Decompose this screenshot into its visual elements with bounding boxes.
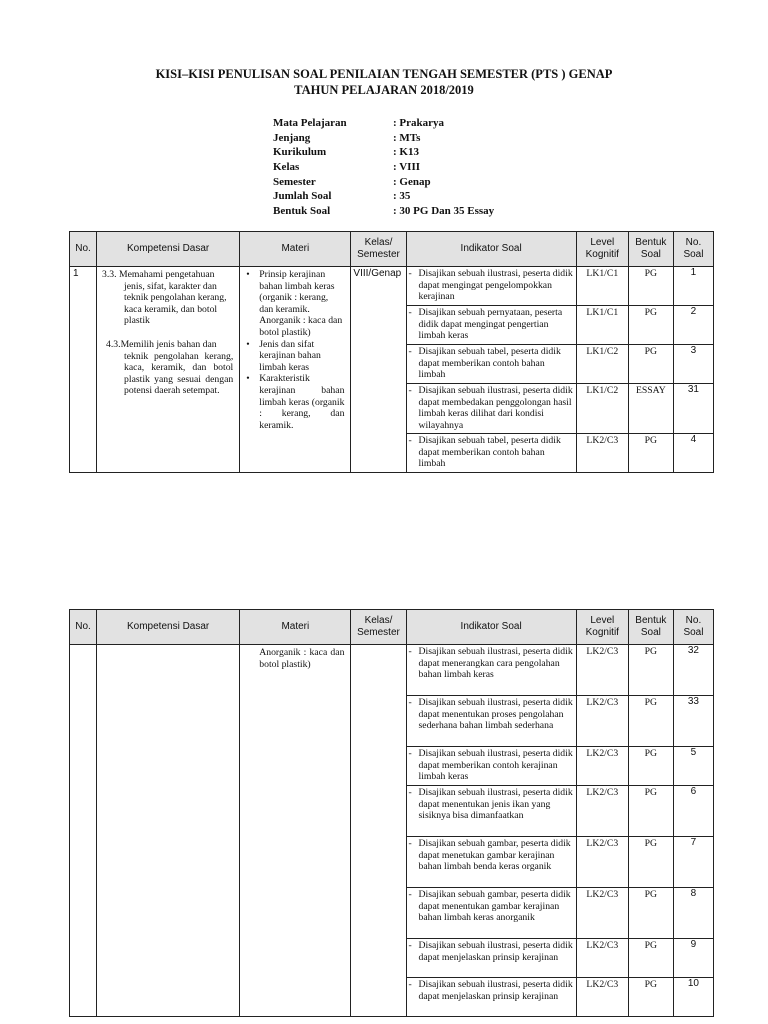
materi-cell bbox=[240, 645, 351, 1017]
indikator-cell bbox=[406, 837, 576, 888]
col-header-line: Bentuk bbox=[635, 237, 667, 248]
info-row-semester bbox=[273, 175, 573, 190]
info-row-curriculum bbox=[273, 145, 573, 160]
info-value: : MTs bbox=[393, 131, 421, 144]
no-soal-cell: 8 bbox=[673, 888, 713, 939]
no-soal-cell: 31 bbox=[673, 384, 713, 434]
document-subtitle: TAHUN PELAJARAN 2018/2019 bbox=[294, 83, 474, 97]
materi-item bbox=[246, 373, 344, 431]
col-header-kompetensi-dasar: Kompetensi Dasar bbox=[97, 610, 240, 645]
materi-text: Jenis dan sifat kerajinan bahan limbah keras bbox=[259, 338, 321, 373]
indikator-cell bbox=[406, 384, 576, 434]
materi-item bbox=[246, 339, 344, 374]
indikator-cell bbox=[406, 978, 576, 1017]
level-cell: LK2/C3 bbox=[576, 786, 628, 837]
col-header-indikator: Indikator Soal bbox=[406, 610, 576, 645]
level-cell: LK1/C2 bbox=[576, 345, 628, 384]
info-label: Kelas bbox=[273, 161, 300, 174]
bentuk-cell: PG bbox=[628, 645, 673, 696]
indikator-text: Disajikan sebuah ilustrasi, peserta didik dapat menentukan jenis ikan yang sisiknya bisa dimanfaatkan bbox=[418, 787, 573, 822]
level-cell: LK2/C3 bbox=[576, 747, 628, 786]
no-soal-cell: 9 bbox=[673, 939, 713, 978]
indikator-text: Disajikan sebuah tabel, peserta didik dapat memberikan contoh bahan limbah bbox=[418, 346, 561, 381]
col-header-line: Level bbox=[590, 615, 615, 626]
col-header-kompetensi-dasar: Kompetensi Dasar bbox=[97, 232, 240, 267]
col-header-materi: Materi bbox=[240, 232, 351, 267]
bentuk-cell: PG bbox=[628, 747, 673, 786]
indikator-text: Disajikan sebuah ilustrasi, peserta didik dapat menjelaskan prinsip kerajinan bbox=[418, 940, 573, 963]
col-header-line: Soal bbox=[640, 249, 661, 260]
indikator-cell bbox=[406, 696, 576, 747]
level-cell: LK2/C3 bbox=[576, 888, 628, 939]
indikator-cell bbox=[406, 267, 576, 306]
col-header-no-soal bbox=[673, 610, 713, 645]
info-value: : Genap bbox=[393, 175, 431, 188]
materi-text: Prinsip kerajinan bahan limbah keras (organik : kerang, dan keramik. bbox=[259, 269, 335, 315]
bentuk-cell: PG bbox=[628, 434, 673, 473]
indikator-text: Disajikan sebuah pernyataan, peserta didik dapat mengingat pengertian limbah keras bbox=[418, 307, 563, 342]
no-soal-cell: 4 bbox=[673, 434, 713, 473]
info-label: Semester bbox=[273, 175, 316, 188]
col-header-line: No. bbox=[685, 237, 702, 248]
kelas-semester-empty bbox=[351, 645, 406, 1017]
document-title: KISI–KISI PENULISAN SOAL PENILAIAN TENGAH SEMESTER (PTS ) GENAP bbox=[155, 67, 613, 81]
bentuk-cell: PG bbox=[628, 267, 673, 306]
info-row-level bbox=[273, 131, 573, 146]
col-header-bentuk bbox=[628, 232, 673, 267]
kd-item-text: jenis, sifat, karakter dan teknik pengolahan kerang, kaca keramik, dan botol plastik bbox=[124, 280, 227, 327]
dash-icon: - bbox=[408, 697, 412, 708]
indikator-text: Disajikan sebuah tabel, peserta didik dapat memberikan contoh bahan limbah bbox=[418, 435, 561, 470]
level-cell: LK1/C1 bbox=[576, 306, 628, 345]
dash-icon: - bbox=[408, 979, 412, 990]
kd-item-text: teknik pengolahan kerang, kaca, keramik, dan botol plastik yang sesuai dengan potensi daerah setempat. bbox=[124, 350, 234, 397]
col-header-materi: Materi bbox=[240, 610, 351, 645]
indikator-text: Disajikan sebuah ilustrasi, peserta didik dapat memberikan contoh kerajinan limbah keras bbox=[418, 748, 573, 783]
level-cell: LK2/C3 bbox=[576, 939, 628, 978]
bullet-icon: • bbox=[246, 338, 250, 350]
indikator-text: Disajikan sebuah ilustrasi, peserta didik dapat membedakan penggolongan hasil limbah keras dilihat dari kondisi wilayahnya bbox=[418, 385, 573, 431]
subject-info bbox=[273, 116, 573, 219]
col-header-level bbox=[576, 232, 628, 267]
bentuk-cell: PG bbox=[628, 837, 673, 888]
bentuk-cell: ESSAY bbox=[628, 384, 673, 434]
materi-subtext: Anorganik : kaca dan botol plastik) bbox=[259, 315, 343, 338]
bentuk-cell: PG bbox=[628, 345, 673, 384]
kd-item bbox=[102, 339, 233, 397]
col-header-no-soal bbox=[673, 232, 713, 267]
kd-item bbox=[102, 269, 233, 327]
materi-text: Karakteristik kerajinan bahan limbah keras (organik : kerang, dan keramik. bbox=[259, 373, 345, 431]
dash-icon: - bbox=[408, 268, 412, 279]
level-cell: LK2/C3 bbox=[576, 978, 628, 1017]
level-cell: LK1/C1 bbox=[576, 267, 628, 306]
col-header-line: Kelas/ bbox=[364, 237, 393, 248]
level-cell: LK2/C3 bbox=[576, 434, 628, 473]
materi-subtext: Anorganik : kaca dan botol plastik) bbox=[259, 647, 345, 670]
col-header-kelas-semester bbox=[351, 232, 406, 267]
table-row bbox=[70, 267, 714, 306]
no-soal-cell: 6 bbox=[673, 786, 713, 837]
no-soal-cell: 33 bbox=[673, 696, 713, 747]
indikator-text: Disajikan sebuah ilustrasi, peserta didik dapat menentukan proses pengolahan sederhana bahan limbah sederhana bbox=[418, 697, 573, 732]
kd-item-first-line: 4.3.Memilih jenis bahan dan bbox=[106, 338, 217, 350]
kelas-semester-cell: VIII/Genap bbox=[351, 267, 406, 473]
table-row bbox=[70, 645, 714, 696]
col-header-line: Soal bbox=[640, 627, 661, 638]
indikator-text: Disajikan sebuah ilustrasi, peserta didik dapat menerangkan cara pengolahan bahan limbah keras bbox=[418, 646, 573, 681]
materi-cell bbox=[240, 267, 351, 473]
info-value: : Prakarya bbox=[393, 117, 445, 129]
indikator-text: Disajikan sebuah gambar, peserta didik dapat menetukan gambar kerajinan bahan limbah benda keras organik bbox=[418, 838, 571, 873]
dash-icon: - bbox=[408, 940, 412, 951]
level-cell: LK2/C3 bbox=[576, 696, 628, 747]
dash-icon: - bbox=[408, 787, 412, 798]
blueprint-table-1 bbox=[69, 231, 714, 473]
indikator-text: Disajikan sebuah gambar, peserta didik dapat menentukan gambar kerajinan bahan limbah keras anorganik bbox=[418, 889, 571, 924]
indikator-cell bbox=[406, 747, 576, 786]
no-soal-cell: 3 bbox=[673, 345, 713, 384]
indikator-cell bbox=[406, 345, 576, 384]
info-value: : VIII bbox=[393, 161, 421, 174]
info-row-question-form bbox=[273, 204, 573, 219]
col-header-kelas-semester bbox=[351, 610, 406, 645]
no-soal-cell: 2 bbox=[673, 306, 713, 345]
dash-icon: - bbox=[408, 346, 412, 357]
col-header-line: Soal bbox=[683, 249, 704, 260]
bentuk-cell: PG bbox=[628, 888, 673, 939]
indikator-cell bbox=[406, 645, 576, 696]
row-number: 1 bbox=[70, 267, 97, 473]
dash-icon: - bbox=[408, 748, 412, 759]
kd-item-first-line: 3.3. Memahami pengetahuan bbox=[102, 269, 215, 280]
bullet-icon: • bbox=[246, 373, 250, 385]
row-number-empty bbox=[70, 645, 97, 1017]
indikator-cell bbox=[406, 786, 576, 837]
col-header-line: Semester bbox=[357, 249, 400, 260]
indikator-cell bbox=[406, 306, 576, 345]
level-cell: LK1/C2 bbox=[576, 384, 628, 434]
level-cell: LK2/C3 bbox=[576, 645, 628, 696]
dash-icon: - bbox=[408, 646, 412, 657]
col-header-level bbox=[576, 610, 628, 645]
col-header-line: Bentuk bbox=[635, 615, 667, 626]
info-label: Jumlah Soal bbox=[273, 190, 332, 203]
dash-icon: - bbox=[408, 838, 412, 849]
col-header-no: No. bbox=[70, 610, 97, 645]
no-soal-cell: 10 bbox=[673, 978, 713, 1017]
info-label: Jenjang bbox=[273, 131, 311, 144]
col-header-bentuk bbox=[628, 610, 673, 645]
indikator-text: Disajikan sebuah ilustrasi, peserta didik dapat menjelaskan prinsip kerajinan bbox=[418, 979, 573, 1002]
col-header-line: No. bbox=[685, 615, 702, 626]
info-label: Bentuk Soal bbox=[273, 205, 331, 218]
info-value: : K13 bbox=[393, 146, 419, 159]
dash-icon: - bbox=[408, 307, 412, 318]
table-header-row bbox=[70, 232, 714, 267]
bullet-icon: • bbox=[246, 269, 250, 280]
kompetensi-dasar-cell bbox=[97, 267, 240, 473]
materi-item bbox=[246, 269, 344, 339]
dash-icon: - bbox=[408, 889, 412, 900]
bentuk-cell: PG bbox=[628, 978, 673, 1017]
info-row-subject bbox=[273, 116, 573, 131]
col-header-indikator: Indikator Soal bbox=[406, 232, 576, 267]
indikator-cell bbox=[406, 888, 576, 939]
indikator-text: Disajikan sebuah ilustrasi, peserta didik dapat mengingat pengelompokkan kerajinan bbox=[418, 268, 573, 303]
info-value: : 30 PG Dan 35 Essay bbox=[393, 205, 495, 218]
dash-icon: - bbox=[408, 435, 412, 446]
bentuk-cell: PG bbox=[628, 306, 673, 345]
info-label: Kurikulum bbox=[273, 146, 327, 159]
table-header-row bbox=[70, 610, 714, 645]
no-soal-cell: 7 bbox=[673, 837, 713, 888]
info-value: : 35 bbox=[393, 190, 411, 203]
no-soal-cell: 32 bbox=[673, 645, 713, 696]
kompetensi-dasar-empty bbox=[97, 645, 240, 1017]
bentuk-cell: PG bbox=[628, 696, 673, 747]
no-soal-cell: 5 bbox=[673, 747, 713, 786]
col-header-line: Kognitif bbox=[585, 249, 619, 260]
blueprint-table-2 bbox=[69, 609, 714, 1017]
col-header-line: Level bbox=[590, 237, 615, 248]
col-header-line: Semester bbox=[357, 627, 400, 638]
info-row-question-count bbox=[273, 189, 573, 204]
info-row-class bbox=[273, 160, 573, 175]
indikator-cell bbox=[406, 434, 576, 473]
no-soal-cell: 1 bbox=[673, 267, 713, 306]
info-label: Mata Pelajaran bbox=[273, 117, 347, 129]
dash-icon: - bbox=[408, 385, 412, 396]
bentuk-cell: PG bbox=[628, 939, 673, 978]
col-header-line: Kognitif bbox=[585, 627, 619, 638]
col-header-line: Kelas/ bbox=[364, 615, 393, 626]
bentuk-cell: PG bbox=[628, 786, 673, 837]
level-cell: LK2/C3 bbox=[576, 837, 628, 888]
col-header-no: No. bbox=[70, 232, 97, 267]
col-header-line: Soal bbox=[683, 627, 704, 638]
indikator-cell bbox=[406, 939, 576, 978]
